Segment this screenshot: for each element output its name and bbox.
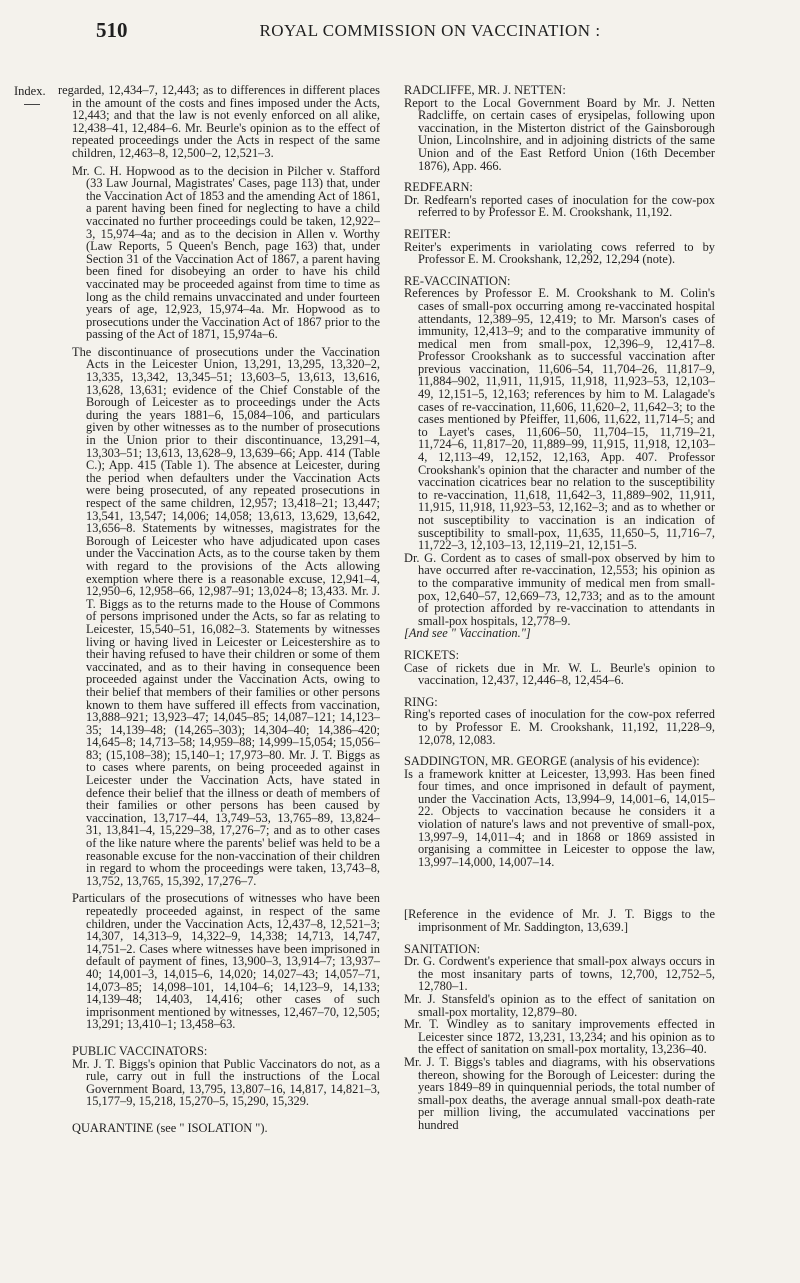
paragraph: Dr. G. Cordent as to cases of small-pox observed by him to have occurred after re-vaccination, 12,553; his opinion as to the comparative immunity of medical men from small-pox, 12,640–57, 12,669–73, 12,733; and as to the amount of protection afforded by re-vaccination to attendants in small-pox hospitals, 12,778–9. (404, 550, 715, 628)
paragraph: Reiter's experiments in variolating cows referred to by Professor E. M. Crookshank, 12,292, 12,294 (note). (404, 239, 715, 267)
index-rule (24, 104, 40, 105)
entry-public-vaccinators (72, 1045, 380, 1108)
entry-heading: QUARANTINE (see " ISOLATION "). (72, 1120, 268, 1135)
paragraph: Case of rickets due in Mr. W. L. Beurle's opinion to vaccination, 12,437, 12,446–8, 12,454–6. (404, 660, 715, 688)
left-column (58, 83, 380, 1144)
paragraph: Mr. J. Stansfeld's opinion as to the effect of sanitation on small-pox mortality, 12,879–80. (404, 992, 715, 1019)
entry-quarantine (72, 1122, 380, 1135)
paragraph: The discontinuance of prosecutions under the Vaccination Acts in the Leicester Union, 13,291, 13,295, 13,320–2, 13,335, 13,342, 13,345–51; 13,603–5, 13,613, 13,616, 13,628, 13,631; evidence of the Chief Constable of the Borough of Leicester as to proceedings under the Acts during the years 1881–6, 15,084–106, and particulars given by other witnesses as to the number of prosecutions in the Union prior to their discontinuance, 13,291–4, 13,303–51; 13,613, 13,628–9, 13,639–66; App. 414 (Table C.); App. 415 (Table 1). The absence at Leicester, during the period when defaulters under the Vaccination Acts were being prosecuted, of any repeated prosecutions in respect of the same children, 12,957; 13,418–21; 13,447; 13,541, 13,547; 14,006; 14,058; 13,613, 13,629, 13,642, 13,656–8. Statements by witnesses, magistrates for the Borough of Leicester who have adjudicated upon cases under the Vaccination Acts, as to the course taken by them with regard to the provisions of the Acts allowing exemption where there is a reasonable excuse, 12,941–4, 12,950–6, 12,958–66, 12,987–91; 13,024–8; 13,433. Mr. J. T. Biggs as to the returns made to the House of Commons of persons imprisoned under the Acts, so far as relating to Leicester, 15,540–51, 16,082–3. Statements by witnesses living or having lived in Leicester or Leicestershire as to their having refused to have their children or some of them vaccinated, and as to their having in consequence been proceeded against under the Vaccination Acts, owing to their belief that members of their families or other persons known to them have suffered ill effects from vaccination, 13,888–921; 13,923–47; 14,045–85; 14,087–121; 14,123–35; 14,139–48; (14,265–303); 14,304–40; 14,386–420; 14,645–8; 14,713–58; 14,959–88; 14,999–15,054; 15,056–83; (15,108–38); 15,140–1; 17,973–80. Mr. J. T. Biggs as to cases where parents, on being proceeded against in Leicester under the Vaccination Acts, have stated in defence their belief that the illness or death of members of their families or other persons has been caused by vaccination, 13,717–44, 13,749–53, 13,765–89, 13,824–31, 13,841–4, 15,229–38, 17,276–7; and as to other cases of the like nature where the parents' belief was held to be a reasonable excuse for the non-vaccination of their children in regard to whom the proceedings were taken, 13,743–8, 13,752, 13,765, 15,392, 17,276–7. (72, 344, 380, 888)
entry-sanitation (404, 943, 715, 1132)
entry-heading: RADCLIFFE, MR. J. NETTEN: (404, 83, 566, 97)
see-also: [And see " Vaccination."] (404, 626, 531, 641)
entry-radcliffe (404, 84, 715, 172)
paragraph: References by Professor E. M. Crookshank to M. Colin's cases of small-pox occurring among re-vaccinated hospital attendants, 12,389–95, 12,419; to Mr. Marson's cases of immunity, 12,413–9; and to the comparative immunity of medical men from small-pox, 12,396–9, 12,417–8. Professor Crookshank as to successful vaccination after previous vaccination, 11,606–54, 11,704–26, 11,817–9, 11,884–902, 11,911, 11,915, 11,918, 11,923–53, 12,103–49, 12,151–5, 12,163; references by him to M. Lalagade's cases of re-vaccination, 11,606, 11,620–2, 11,642–3; to the cases mentioned by Pfeiffer, 11,606, 11,622, 11,714–5; and to Layet's cases, 11,606–50, 11,704–15, 11,719–21, 11,724–6, 11,817–20, 11,889–99, 11,915, 11,918, 12,103–4, 12,113–49, 12,152, 12,163, App. 407. Professor Crookshank's opinion that the character and number of the vaccination cicatrices bear no relation to the susceptibility to re-vaccination, 11,618, 11,642–3, 11,889–902, 11,911, 11,915, 11,918, 11,923–53, 12,162–3; and as to whether or not susceptibility to vaccination is an indication of susceptibility to small-pox, 11,635, 11,650–5, 11,716–7, 11,722–3, 12,103–13, 12,119–21, 12,151–5. (404, 286, 715, 553)
reference-note: [Reference in the evidence of Mr. J. T. Biggs to the imprisonment of Mr. Saddington, 13,639.] (404, 907, 715, 935)
entry-heading: PUBLIC VACCINATORS: (72, 1043, 208, 1058)
entry-heading: REITER: (404, 226, 451, 241)
right-column (404, 84, 715, 1141)
paragraph: Mr. J. T. Biggs's tables and diagrams, with his observations thereon, showing for the Borough of Leicester: during the years 1849–89 in quinquennial periods, the total number of small-pox deaths, the average annual small-pox death-rate per million living, the accumulated vaccinations per hundred (404, 1054, 715, 1132)
entry-rickets (404, 649, 715, 687)
entry-heading: SADDINGTON, MR. GEORGE (analysis of his evidence): (404, 754, 700, 769)
entry-heading: RING: (404, 694, 438, 709)
entry-reiter (404, 228, 715, 266)
paragraph: Dr. Redfearn's reported cases of inoculation for the cow-pox referred to by Professor E. M. Crookshank, 11,192. (404, 192, 715, 220)
running-title: ROYAL COMMISSION ON VACCINATION : (259, 21, 601, 40)
entry-ring (404, 696, 715, 746)
entry-heading: RICKETS: (404, 647, 460, 662)
entry-heading: RE-VACCINATION: (404, 273, 511, 288)
paragraph: Is a framework knitter at Leicester, 13,993. Has been fined four times, and once imprisoned in default of payment, under the Vaccination Acts, 13,994–9, 14,001–6, 14,015–22. Objects to vaccination because he considers it a violation of nature's laws and not preventive of small-pox, 13,997–9, 14,011–4; and in 1868 or 1869 assisted in organising a committee in Leicester to oppose the law, 13,997–14,000, 14,007–14. (404, 766, 715, 869)
entry-heading: SANITATION: (404, 941, 481, 956)
paragraph: Ring's reported cases of inoculation for the cow-pox referred to by Professor E. M. Crookshank, 11,192, 11,228–9, 12,078, 12,083. (404, 707, 715, 747)
paragraph: regarded, 12,434–7, 12,443; as to differences in different places in the amount of the costs and fines imposed under the Acts, 12,443; and that the law is not evenly enforced on all alike, 12,438–41, 12,484–6. Mr. Beurle's opinion as to the effect of repeated proceedings under the Acts in respect of the same children, 12,463–8, 12,500–2, 12,521–3. (58, 83, 380, 160)
paragraph: Mr. J. T. Biggs's opinion that Public Vaccinators do not, as a rule, carry out in full the instructions of the Local Government Board, 13,795, 13,807–16, 14,817, 14,821–3, 15,177–9, 15,218, 15,270–5, 15,290, 15,329. (72, 1056, 380, 1109)
index-label: Index. (14, 84, 46, 98)
entry-revaccination (404, 275, 715, 640)
paragraph: Mr. C. H. Hopwood as to the decision in Pilcher v. Stafford (33 Law Journal, Magistrates' Cases, page 113) that, under the Vaccination Act of 1853 and the amending Act of 1861, a parent having been fined for neglecting to have a child vaccinated no further proceedings could be taken, 12,922–3, 15,974–4a; and as to the decision in Allen v. Worthy (Law Reports, 5 Queen's Bench, page 163) that, under Section 31 of the Vaccination Act of 1867, a parent having been fined for disobeying an order to have his child vaccinated may be proceeded against from time to time as long as the child remains unvaccinated and under fourteen years of age, 12,923, 15,974–4a. Mr. Hopwood as to prosecutions under the Vaccination Act of 1867 prior to the passing of the Act of 1871, 15,974a–6. (72, 163, 380, 342)
paragraph: Dr. G. Cordwent's experience that small-pox always occurs in the most insanitary parts of towns, 12,700, 12,752–5, 12,780–1. (404, 954, 715, 994)
entry-redfearn (404, 181, 715, 219)
entry-saddington (404, 755, 715, 934)
page-number: 510 (96, 18, 128, 42)
paragraph: Particulars of the prosecutions of witnesses who have been repeatedly proceeded against, in respect of the same children, under the Vaccination Acts, 12,437–8, 12,521–3; 14,307, 14,313–9, 14,322–9, 14,338; 14,713, 14,747, 14,751–2. Cases where witnesses have been imprisoned in default of payment of fines, 13,900–3, 13,914–7; 13,937–40; 14,001–3, 14,015–6, 14,020; 14,027–43; 14,057–71, 14,073–85; 14,098–101, 14,104–6; 14,123–9, 14,133; 14,139–48; 14,403, 14,416; other cases of such imprisonment mentioned by witnesses, 12,467–70, 12,505; 13,291; 13,410–1; 13,458–63. (72, 891, 380, 1032)
paragraph: Report to the Local Government Board by Mr. J. Netten Radcliffe, on certain cases of erysipelas, following upon vaccination, in the Misterton district of the Gainsborough Union, Lincolnshire, and in adjoining districts of the same Union and of the East Retford Union (16th December 1876), App. 466. (404, 95, 715, 173)
paragraph: Mr. T. Windley as to sanitary improvements effected in Leicester since 1872, 13,231, 13,234; and his opinion as to the effect of sanitation on small-pox mortality, 13,236–40. (404, 1017, 715, 1057)
entry-heading: REDFEARN: (404, 180, 473, 195)
entry-prosecutions (58, 83, 380, 1032)
